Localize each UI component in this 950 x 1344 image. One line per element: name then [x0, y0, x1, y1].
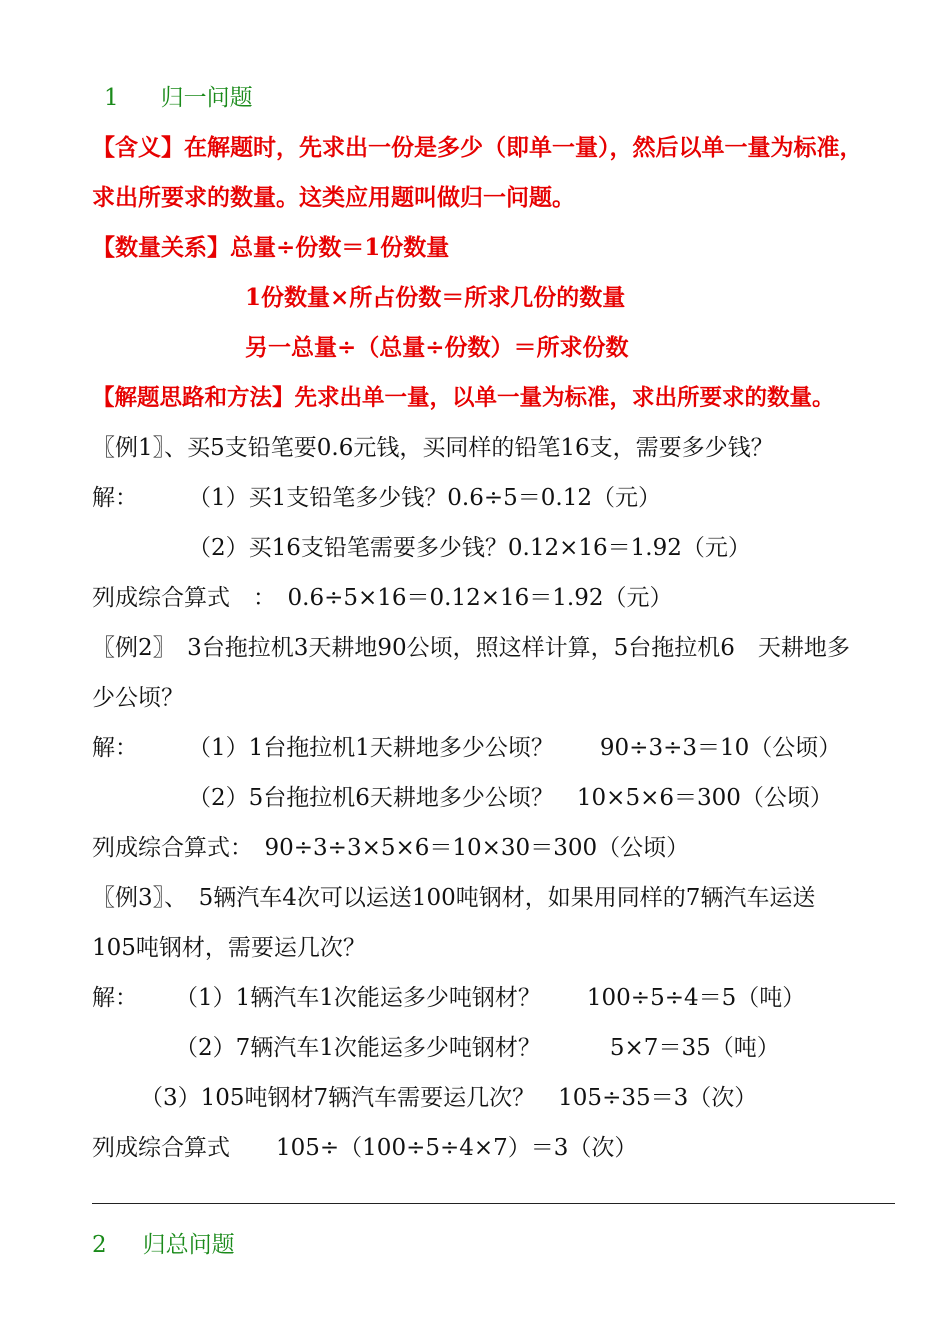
example3-question-line2: 105吨钢材，需要运几次？: [92, 935, 366, 961]
section-divider: [92, 1203, 895, 1204]
method-line: 【解题思路和方法】先求出单一量，以单一量为标准，求出所要求的数量。: [92, 385, 835, 411]
example1-solution-label: 解：: [92, 485, 138, 511]
section1-title: 归一问题: [160, 85, 253, 111]
example3-question-line1: 〖例3〗、 5辆汽车4次可以运送100吨钢材，如果用同样的7辆汽车运送: [92, 885, 816, 911]
section2-title: 归总问题: [142, 1232, 235, 1258]
example3-combined: 列成综合算式 105÷（100÷5÷4×7）＝3（次）: [92, 1135, 638, 1161]
relation-line-3: 另一总量÷（总量÷份数）＝所求份数: [245, 334, 629, 361]
example2-step2: （2）5台拖拉机6天耕地多少公顷？ 10×5×6＝300（公顷）: [188, 785, 833, 811]
relation-line-1: 【数量关系】总量÷份数＝1份数量: [92, 234, 450, 261]
meaning-line-2: 求出所要求的数量。这类应用题叫做归一问题。: [92, 184, 575, 211]
relation-line-2: 1份数量×所占份数＝所求几份的数量: [245, 284, 626, 311]
example2-solution-label: 解：: [92, 735, 138, 761]
section1-heading: [104, 83, 253, 113]
example3-solution-label: 解：: [92, 985, 138, 1011]
example1-step1: （1）买1支铅笔多少钱？0.6÷5＝0.12（元）: [188, 485, 661, 511]
example2-question-line2: 少公顷？: [92, 685, 184, 711]
example3-step1: （1）1辆汽车1次能运多少吨钢材？ 100÷5÷4＝5（吨）: [175, 985, 806, 1011]
example1-question: 〖例1〗、买5支铅笔要0.6元钱，买同样的铅笔16支，需要多少钱？: [92, 435, 774, 461]
example2-question-line1: 〖例2〗 3台拖拉机3天耕地90公顷，照这样计算，5台拖拉机6 天耕地多: [92, 635, 850, 661]
example1-combined: 列成综合算式 ： 0.6÷5×16＝0.12×16＝1.92（元）: [92, 585, 673, 611]
example2-step1: （1）1台拖拉机1天耕地多少公顷？ 90÷3÷3＝10（公顷）: [188, 735, 842, 761]
example2-combined: 列成综合算式： 90÷3÷3×5×6＝10×30＝300（公顷）: [92, 835, 690, 861]
section2-number: 2: [92, 1232, 107, 1258]
section2-heading: [92, 1230, 235, 1260]
section1-number: 1: [104, 85, 119, 111]
example1-step2: （2）买16支铅笔需要多少钱？0.12×16＝1.92（元）: [188, 535, 751, 561]
meaning-line-1: 【含义】在解题时，先求出一份是多少（即单一量），然后以单一量为标准，: [92, 134, 863, 161]
example3-step2: （2）7辆汽车1次能运多少吨钢材？ 5×7＝35（吨）: [175, 1035, 780, 1061]
example3-step3: （3）105吨钢材7辆汽车需要运几次？ 105÷35＝3（次）: [140, 1085, 758, 1111]
